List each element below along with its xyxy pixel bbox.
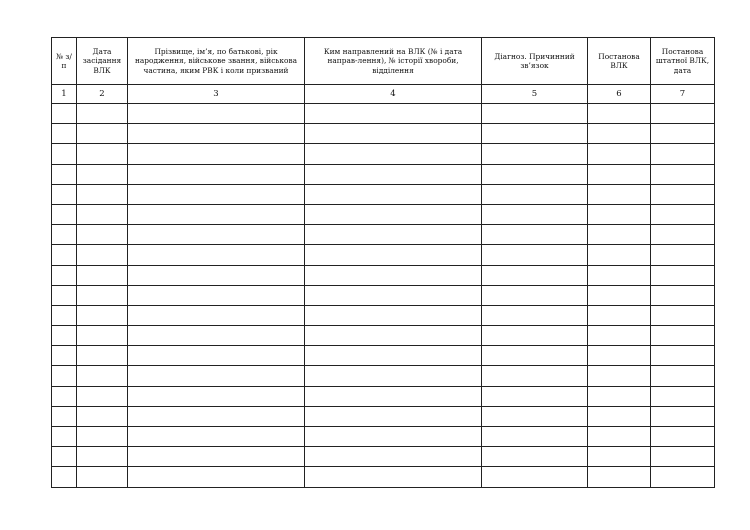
column-number: 1: [52, 85, 77, 104]
table-cell: [77, 124, 128, 144]
table-cell: [305, 184, 482, 204]
table-cell: [305, 326, 482, 346]
table-cell: [588, 406, 651, 426]
table-cell: [305, 285, 482, 305]
table-cell: [482, 326, 588, 346]
table-cell: [651, 164, 715, 184]
table-cell: [77, 184, 128, 204]
table-cell: [588, 447, 651, 467]
table-cell: [77, 305, 128, 325]
table-cell: [482, 366, 588, 386]
table-cell: [128, 265, 305, 285]
table-cell: [588, 427, 651, 447]
table-cell: [128, 285, 305, 305]
table-row: [52, 225, 715, 245]
table-cell: [305, 447, 482, 467]
table-cell: [77, 245, 128, 265]
table-cell: [305, 346, 482, 366]
table-cell: [482, 285, 588, 305]
table-row: [52, 265, 715, 285]
table-cell: [128, 346, 305, 366]
table-cell: [305, 265, 482, 285]
table-row: [52, 447, 715, 467]
col-header-vlk-decision: Постанова ВЛК: [588, 38, 651, 85]
table-cell: [651, 366, 715, 386]
vlk-register-table: [51, 37, 715, 488]
table-row: [52, 204, 715, 224]
col-header-referred-by: Ким направлений на ВЛК (№ і дата направ-лення), № історії хвороби, відділення: [305, 38, 482, 85]
table-cell: [651, 245, 715, 265]
table-cell: [128, 124, 305, 144]
table-cell: [305, 406, 482, 426]
table-cell: [482, 386, 588, 406]
table-cell: [52, 245, 77, 265]
table-cell: [588, 326, 651, 346]
table-cell: [128, 386, 305, 406]
table-cell: [77, 447, 128, 467]
table-cell: [305, 164, 482, 184]
column-number: 5: [482, 85, 588, 104]
table-cell: [482, 427, 588, 447]
table-cell: [77, 366, 128, 386]
table-cell: [77, 326, 128, 346]
table-cell: [651, 326, 715, 346]
table-cell: [128, 245, 305, 265]
table-cell: [128, 406, 305, 426]
table-cell: [482, 204, 588, 224]
table-cell: [588, 124, 651, 144]
table-cell: [651, 124, 715, 144]
table-cell: [482, 124, 588, 144]
col-header-staff-vlk-decision: Постанова штатної ВЛК, дата: [651, 38, 715, 85]
table-cell: [52, 225, 77, 245]
table-cell: [305, 467, 482, 487]
table-cell: [77, 204, 128, 224]
table-cell: [482, 225, 588, 245]
table-cell: [588, 285, 651, 305]
table-cell: [588, 144, 651, 164]
column-number: 7: [651, 85, 715, 104]
table-cell: [482, 144, 588, 164]
column-number: 4: [305, 85, 482, 104]
table-cell: [305, 204, 482, 224]
col-header-person-info: Прізвище, ім’я, по батькові, рік народження, військове звання, військова частина, яким РВК і коли призваний: [128, 38, 305, 85]
table-cell: [305, 144, 482, 164]
table-cell: [651, 346, 715, 366]
table-cell: [52, 265, 77, 285]
table-cell: [651, 386, 715, 406]
table-cell: [77, 467, 128, 487]
table-cell: [588, 366, 651, 386]
table-cell: [588, 386, 651, 406]
table-row: [52, 184, 715, 204]
table-cell: [651, 427, 715, 447]
table-cell: [52, 366, 77, 386]
table-cell: [651, 447, 715, 467]
table-cell: [482, 467, 588, 487]
table-cell: [128, 467, 305, 487]
table-cell: [305, 104, 482, 124]
col-header-session-date: Дата засідання ВЛК: [77, 38, 128, 85]
table-cell: [482, 164, 588, 184]
table-cell: [52, 104, 77, 124]
table-cell: [588, 104, 651, 124]
table-cell: [52, 406, 77, 426]
table-cell: [651, 225, 715, 245]
table-cell: [651, 144, 715, 164]
table-cell: [77, 164, 128, 184]
table-row: [52, 164, 715, 184]
table-cell: [588, 164, 651, 184]
table-cell: [77, 406, 128, 426]
table-cell: [77, 144, 128, 164]
table-cell: [482, 104, 588, 124]
table-cell: [52, 326, 77, 346]
table-row: [52, 406, 715, 426]
column-number-row: [52, 85, 715, 104]
table-row: [52, 386, 715, 406]
table-cell: [305, 124, 482, 144]
table-cell: [588, 265, 651, 285]
table-cell: [588, 184, 651, 204]
table-cell: [482, 245, 588, 265]
table-cell: [588, 346, 651, 366]
table-cell: [651, 265, 715, 285]
table-row: [52, 245, 715, 265]
table-cell: [128, 104, 305, 124]
col-header-number: № з/п: [52, 38, 77, 85]
table-cell: [482, 265, 588, 285]
table-cell: [305, 245, 482, 265]
table-cell: [651, 285, 715, 305]
table-cell: [588, 225, 651, 245]
column-number: 3: [128, 85, 305, 104]
table-row: [52, 305, 715, 325]
table-row: [52, 427, 715, 447]
table-cell: [305, 225, 482, 245]
table-cell: [128, 164, 305, 184]
table-cell: [52, 285, 77, 305]
table-row: [52, 326, 715, 346]
table-cell: [305, 386, 482, 406]
table-row: [52, 124, 715, 144]
table-cell: [128, 326, 305, 346]
table-cell: [52, 204, 77, 224]
table-row: [52, 104, 715, 124]
table-cell: [128, 427, 305, 447]
table-cell: [52, 164, 77, 184]
table-cell: [52, 346, 77, 366]
table-cell: [52, 305, 77, 325]
table-cell: [482, 447, 588, 467]
table-cell: [52, 447, 77, 467]
table-cell: [77, 346, 128, 366]
table-cell: [77, 427, 128, 447]
table-row: [52, 346, 715, 366]
table-cell: [52, 427, 77, 447]
table-cell: [52, 144, 77, 164]
table-row: [52, 467, 715, 487]
table-cell: [651, 406, 715, 426]
table-cell: [128, 144, 305, 164]
table-cell: [128, 204, 305, 224]
table-cell: [482, 305, 588, 325]
table-cell: [482, 406, 588, 426]
table-cell: [305, 305, 482, 325]
table-cell: [77, 285, 128, 305]
table-cell: [52, 184, 77, 204]
table-cell: [482, 346, 588, 366]
table-cell: [305, 427, 482, 447]
table-cell: [482, 184, 588, 204]
table-cell: [651, 204, 715, 224]
table-cell: [651, 305, 715, 325]
table-cell: [128, 225, 305, 245]
table-cell: [128, 366, 305, 386]
table-row: [52, 285, 715, 305]
table-cell: [77, 104, 128, 124]
table-cell: [588, 305, 651, 325]
table-cell: [651, 104, 715, 124]
table-cell: [77, 225, 128, 245]
table-cell: [128, 305, 305, 325]
column-number: 6: [588, 85, 651, 104]
table-cell: [128, 184, 305, 204]
table-cell: [588, 467, 651, 487]
table-row: [52, 366, 715, 386]
table-cell: [128, 447, 305, 467]
table-cell: [588, 245, 651, 265]
table-cell: [77, 386, 128, 406]
table-cell: [651, 467, 715, 487]
col-header-diagnosis: Діагноз. Причинний зв’язок: [482, 38, 588, 85]
table-cell: [588, 204, 651, 224]
column-number: 2: [77, 85, 128, 104]
table-cell: [52, 124, 77, 144]
table-cell: [52, 467, 77, 487]
table-cell: [305, 366, 482, 386]
table-cell: [77, 265, 128, 285]
table-row: [52, 144, 715, 164]
table-cell: [651, 184, 715, 204]
table-cell: [52, 386, 77, 406]
header-row: [52, 38, 715, 85]
